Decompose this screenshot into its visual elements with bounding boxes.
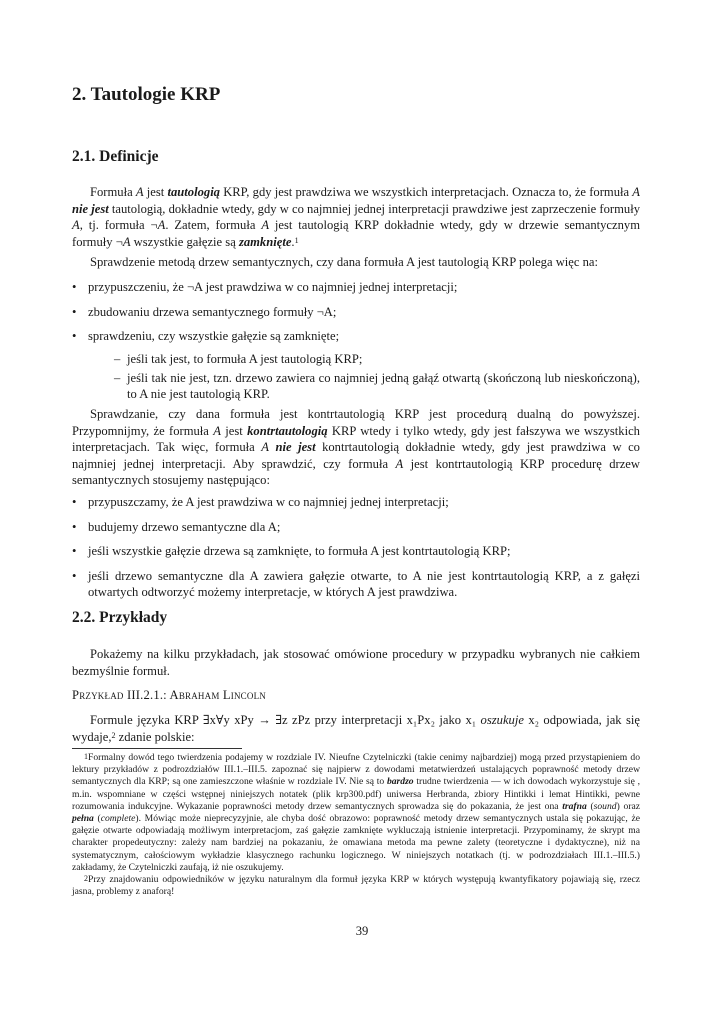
list-item: • przypuszczamy, że A jest prawdziwa w co najmniej jednej interpretacji;	[72, 494, 640, 511]
term-not-is: nie jest	[72, 201, 109, 216]
paragraph-example-formula: Formule języka KRP ∃x∀y xPy → ∃z zPz przy interpretacji x₁Px₂ jako x₁ oszukuje x₂ odpowiada, jak się wydaje,$^2$ zdanie polskie:	[72, 713, 640, 744]
paragraph-examples-intro: Pokażemy na kilku przykładach, jak stosować omówione procedury w przypadku wybranych nie całkiem bezmyślnie formuł.	[72, 647, 640, 678]
term-contradiction: kontrtautologią	[247, 423, 328, 438]
paragraph-contradiction-definition: Sprawdzanie, czy dana formuła jest kontrtautologią KRP jest procedurą dualną do powyższej. Przypomnijmy, że formuła A jest kontrtautologią KRP wtedy i tylko wtedy, gdy jest fałszywa we wszystkich interpretacjach. Tak więc, formuła A nie jest kontrtautologią dokładnie wtedy, gdy jest prawdziwa w co najmniej jednej interpretacji. Aby sprawdzić, czy formuła A jest kontrtautologią KRP procedurę drzew semantycznych stosujemy następująco:	[72, 407, 640, 487]
section-heading-examples	[72, 609, 640, 627]
footnote-divider	[72, 748, 242, 749]
sublist-item: – jeśli tak jest, to formuła A jest tautologią KRP;	[114, 352, 363, 366]
paragraph-verification-intro: Sprawdzenie metodą drzew semantycznych, czy dana formuła A jest tautologią KRP polega więc na:	[90, 255, 599, 269]
footnote-ref-1[interactable]: 1	[294, 235, 299, 245]
section-title: 2.2. Przykłady	[72, 609, 168, 626]
sublist-outcomes	[72, 351, 640, 403]
list-item: • jeśli wszystkie gałęzie drzewa są zamknięte, to formuła A jest kontrtautologią KRP;	[72, 543, 640, 560]
page-number: 39	[355, 924, 369, 938]
list-tautology-steps	[72, 279, 640, 345]
term-closed: zamknięte	[238, 234, 292, 249]
list-item: • jeśli drzewo semantyczne dla A zawiera gałęzie otwarte, to A nie jest kontrtautologią KRP, a z gałęzi otwartych odtworzyć możemy interpretacje, w których A jest prawdziwa.	[72, 568, 640, 601]
list-item: • przypuszczeniu, że ¬A jest prawdziwa w co najmniej jednej interpretacji;	[72, 279, 640, 296]
section-title: 2.1. Definicje	[72, 148, 159, 165]
list-item: • zbudowaniu drzewa semantycznego formuły ¬A;	[72, 304, 640, 321]
term-not-is-2: nie jest	[275, 440, 316, 454]
footnotes	[72, 752, 640, 898]
sublist-item: – jeśli tak nie jest, tzn. drzewo zawiera co najmniej jedną gałąź otwartą (skończoną lub nieskończoną), to A nie jest tautologią KRP.	[114, 370, 640, 401]
paragraph-tautology-definition: Formuła A jest tautologią KRP, gdy jest prawdziwa we wszystkich interpretacjach. Oznacza to, że formuła A nie jest tautologią, dokładnie wtedy, gdy w co najmniej jednej interpretacji prawdziwe jest zaprzeczenie formuły A, tj. formuła ¬A. Zatem, formuła A jest tautologią KRP dokładnie wtedy, gdy w drzewie semantycznym formuły ¬A wszystkie gałęzie są zamknięte.$^1$	[72, 185, 640, 249]
list-item: • budujemy drzewo semantyczne dla A;	[72, 519, 640, 536]
example-heading: Przykład III.2.1.: Abraham Lincoln	[72, 688, 266, 702]
footnote-ref-2[interactable]: 2	[111, 730, 116, 740]
list-item: • sprawdzeniu, czy wszystkie gałęzie są zamknięte;	[72, 328, 640, 345]
footnote-2: $^2$Przy znajdowaniu odpowiedników w języku naturalnym dla formuł języka KRP w których występują kwantyfikatory pojawiają się, rzecz jasna, problemy z anaforą!	[72, 874, 640, 898]
term-tautology: tautologią	[167, 185, 220, 199]
section-heading-definitions	[72, 148, 640, 166]
list-contradiction-steps	[72, 494, 640, 601]
chapter-title: 2. Tautologie KRP	[72, 84, 221, 105]
footnote-1: $^1$Formalny dowód tego twierdzenia podajemy w rozdziale IV. Nieufne Czytelniczki (takie cenimy najbardziej) mogą przed przystąpieniem do lektury przykładów z podrozdziałów III.1.–III.5. zapoznać się najpierw z dowodami metatwierdzeń ustalających poprawność metody drzew semantycznych dla KRP; są one zamieszczone właśnie w rozdziale IV. Nie są to bardzo trudne twierdzenia — w ich dowodach wykorzystuje się , m.in. wspomniane w części wstępnej niniejszych notatek (plik krp300.pdf) uniwersa Herbranda, zbiory Hintikki i lemat Hintikki, pewne rozumowania indukcyjne. Wykazanie poprawności metody drzew semantycznych sprowadza się do pokazania, że jest ona trafna (sound) oraz pełna (complete). Mówiąc może nieprecyzyjnie, ale chyba dość obrazowo: poprawność metody drzew semantycznych ustala się pokazując, że gałęzie otwarte odpowiadają możliwym interpretacjom, zaś gałęzie zamknięte wykluczają istnienie interpretacji. Przypominamy, że skrypt ma charakter propedeutyczny: zależy nam bardziej na pokazaniu, że omawiana metoda ma pewne zalety (teoretyczne i dydaktyczne), niż na systematycznym, całościowym wykładzie klasycznego rachunku logicznego. W niniejszych notatkach (tj. w podrozdziałach III.1.–III.5.) zakładamy, że Czytelniczki zaufają, iż nie oszukujemy.	[72, 752, 641, 873]
